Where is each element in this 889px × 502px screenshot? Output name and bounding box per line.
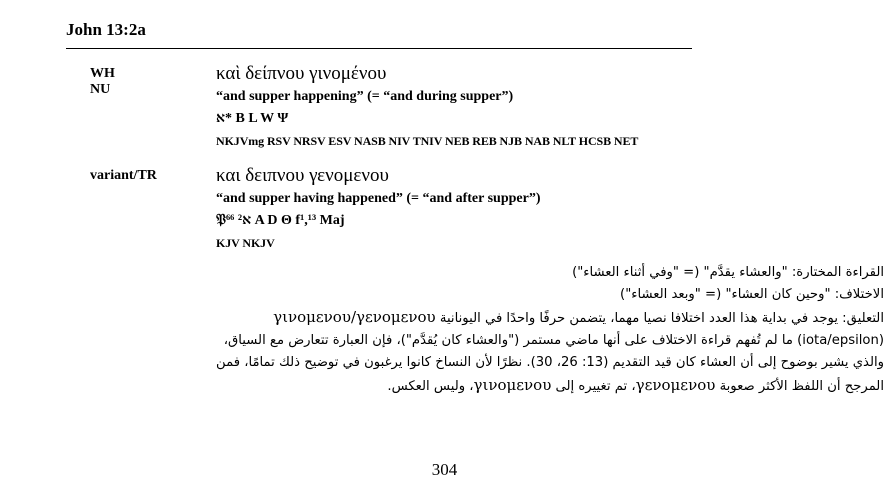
reading-manuscripts: א* B L W Ψ — [216, 111, 289, 126]
reading-gloss: “and supper happening” (= “and during supper”) — [216, 89, 514, 104]
commentary-line — [264, 306, 884, 330]
commentary-greek: γινομενου — [473, 376, 552, 394]
passage-heading: John 13:2a — [66, 20, 146, 39]
reading-greek: καὶ δείπνου γινομένου — [216, 63, 387, 84]
commentary-greek: γινομενου/γενομενου — [273, 308, 436, 326]
reading-manuscripts: 𝔓⁶⁶ א² A D Θ f¹,¹³ Maj — [216, 213, 345, 228]
commentary-line: (iota/epsilon) ما لم تُفهم قراءة الاختلاف على أنها ماضي مستمر ("والعشاء كان يُقدَّم")، فإن العبارة تتعارض مع السياق، — [223, 333, 884, 348]
commentary-text: المرجح أن اللفظ الأكثر صعوبة — [719, 379, 884, 394]
reading-label: variant/TR — [90, 168, 157, 183]
commentary-line: القراءة المختارة: "والعشاء يقدَّم" (= "وفي أثناء العشاء") — [572, 265, 884, 280]
reading-gloss: “and supper having happened” (= “and after supper”) — [216, 191, 541, 206]
commentary-line: الاختلاف: "وحين كان العشاء" (= "وبعد العشاء") — [620, 287, 884, 302]
commentary-line — [264, 374, 884, 398]
reading-label: WH NU — [90, 66, 115, 97]
heading-divider — [66, 48, 692, 49]
reading-versions: NKJVmg RSV NRSV ESV NASB NIV TNIV NEB REB NJB NAB NLT HCSB NET — [216, 134, 639, 148]
commentary-line: والذي يشير بوضوح إلى أن العشاء كان قيد التقديم (13: 26، 30). نظرًا لأن النساخ كانوا يرغبون في توضيح ذلك تمامًا، فمن — [216, 355, 884, 370]
commentary-text: التعليق: يوجد في بداية هذا العدد اختلافا نصيا مهما، يتضمن حرفًا واحدًا في اليونانية — [439, 311, 884, 326]
commentary-greek: γενομενου — [635, 376, 716, 394]
commentary-arabic — [216, 262, 884, 398]
reading-greek: και δειπνου γενομενου — [216, 165, 389, 186]
commentary-text: ، تم تغييره إلى — [555, 379, 636, 394]
page-number: 304 — [431, 460, 458, 479]
reading-versions: KJV NKJV — [216, 236, 275, 250]
commentary-text: ، وليس العكس. — [387, 379, 474, 394]
